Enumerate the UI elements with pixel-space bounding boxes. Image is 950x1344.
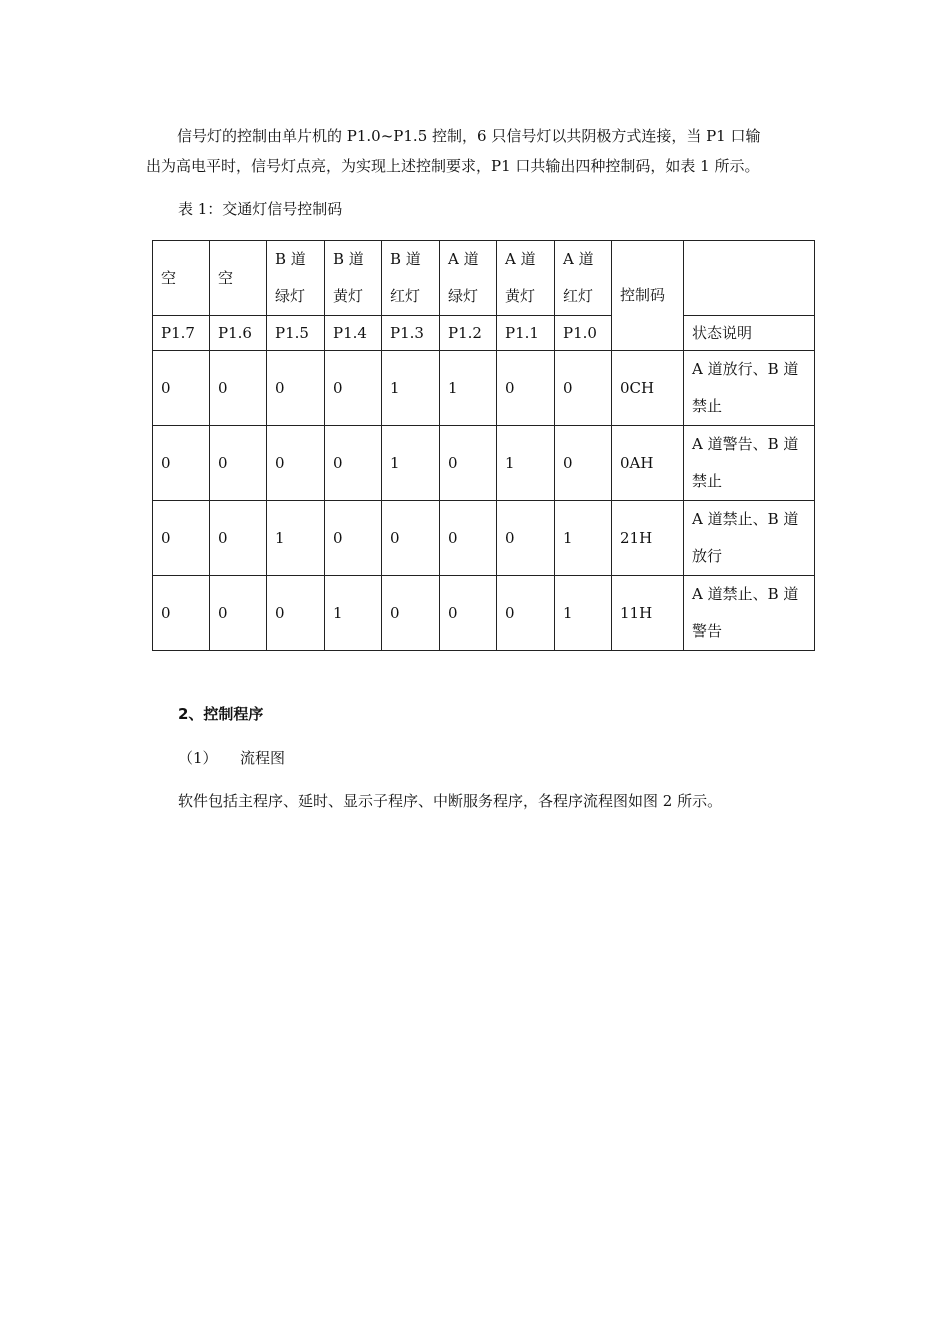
- table-cell: 1: [267, 501, 325, 576]
- table-cell: 0: [153, 501, 210, 576]
- table-cell: 0: [267, 351, 325, 426]
- pin-cell: P1.3: [382, 316, 440, 351]
- table-cell: 0: [440, 501, 497, 576]
- control-code-table: [152, 240, 815, 651]
- header-cell: A 道绿灯: [440, 241, 497, 316]
- table-cell: 0: [555, 426, 612, 501]
- table-cell: 0: [325, 426, 382, 501]
- table-cell: 0: [497, 501, 555, 576]
- pin-cell: P1.1: [497, 316, 555, 351]
- table-cell: 1: [497, 426, 555, 501]
- header-cell: A 道黄灯: [497, 241, 555, 316]
- table-row: [153, 576, 815, 651]
- table-cell: 0: [210, 501, 267, 576]
- pin-cell: P1.4: [325, 316, 382, 351]
- status-cell: A 道放行、B 道禁止: [684, 351, 815, 426]
- table-cell: 0: [267, 576, 325, 651]
- subsection-title: 流程图: [240, 749, 286, 767]
- status-cell: A 道警告、B 道禁止: [684, 426, 815, 501]
- pin-cell: P1.2: [440, 316, 497, 351]
- control-code-cell: 11H: [612, 576, 684, 651]
- status-cell: A 道禁止、B 道警告: [684, 576, 815, 651]
- table-row: [153, 426, 815, 501]
- intro-line-2: 出为高电平时，信号灯点亮，为实现上述控制要求，P1 口共输出四种控制码，如表 1 所示。: [146, 157, 760, 175]
- table-cell: 0: [153, 351, 210, 426]
- header-cell-control-code: 控制码: [612, 241, 684, 351]
- table-pin-row: [153, 316, 815, 351]
- table-cell: 1: [555, 501, 612, 576]
- table-cell: 0: [440, 576, 497, 651]
- control-code-cell: 0CH: [612, 351, 684, 426]
- table-cell: 0: [555, 351, 612, 426]
- header-cell: B 道红灯: [382, 241, 440, 316]
- pin-cell: P1.0: [555, 316, 612, 351]
- subsection-heading: [178, 746, 285, 770]
- body-paragraph: 软件包括主程序、延时、显示子程序、中断服务程序，各程序流程图如图 2 所示。: [178, 792, 723, 810]
- subsection-number: （1）: [178, 749, 218, 767]
- table-caption: 表 1：交通灯信号控制码: [178, 200, 343, 218]
- table-cell: 1: [440, 351, 497, 426]
- intro-line-1: 信号灯的控制由单片机的 P1.0~P1.5 控制，6 只信号灯以共阴极方式连接，当 P1 口输: [177, 127, 761, 145]
- table-cell: 0: [440, 426, 497, 501]
- pin-cell: P1.7: [153, 316, 210, 351]
- table-cell: 0: [325, 351, 382, 426]
- control-code-cell: 0AH: [612, 426, 684, 501]
- table-cell: 0: [210, 351, 267, 426]
- status-cell: A 道禁止、B 道放行: [684, 501, 815, 576]
- header-cell: A 道红灯: [555, 241, 612, 316]
- table-cell: 0: [210, 576, 267, 651]
- pin-cell: P1.5: [267, 316, 325, 351]
- table-cell: 0: [210, 426, 267, 501]
- table-cell: 0: [153, 576, 210, 651]
- header-cell-empty: [684, 241, 815, 316]
- table-cell: 1: [325, 576, 382, 651]
- section-heading: 2、控制程序: [178, 705, 264, 723]
- table-cell: 0: [382, 576, 440, 651]
- table-cell: 0: [497, 576, 555, 651]
- table-cell: 0: [267, 426, 325, 501]
- table-header-row: [153, 241, 815, 316]
- control-code-cell: 21H: [612, 501, 684, 576]
- pin-cell: P1.6: [210, 316, 267, 351]
- table-cell: 0: [382, 501, 440, 576]
- status-header-cell: 状态说明: [684, 316, 815, 351]
- table-cell: 0: [325, 501, 382, 576]
- table-row: [153, 501, 815, 576]
- header-cell: 空: [210, 241, 267, 316]
- table-cell: 1: [555, 576, 612, 651]
- header-cell: B 道绿灯: [267, 241, 325, 316]
- header-cell: B 道黄灯: [325, 241, 382, 316]
- header-cell: 空: [153, 241, 210, 316]
- intro-paragraph: [146, 121, 818, 181]
- table-cell: 1: [382, 426, 440, 501]
- table-cell: 0: [153, 426, 210, 501]
- table-cell: 1: [382, 351, 440, 426]
- table-cell: 0: [497, 351, 555, 426]
- table-row: [153, 351, 815, 426]
